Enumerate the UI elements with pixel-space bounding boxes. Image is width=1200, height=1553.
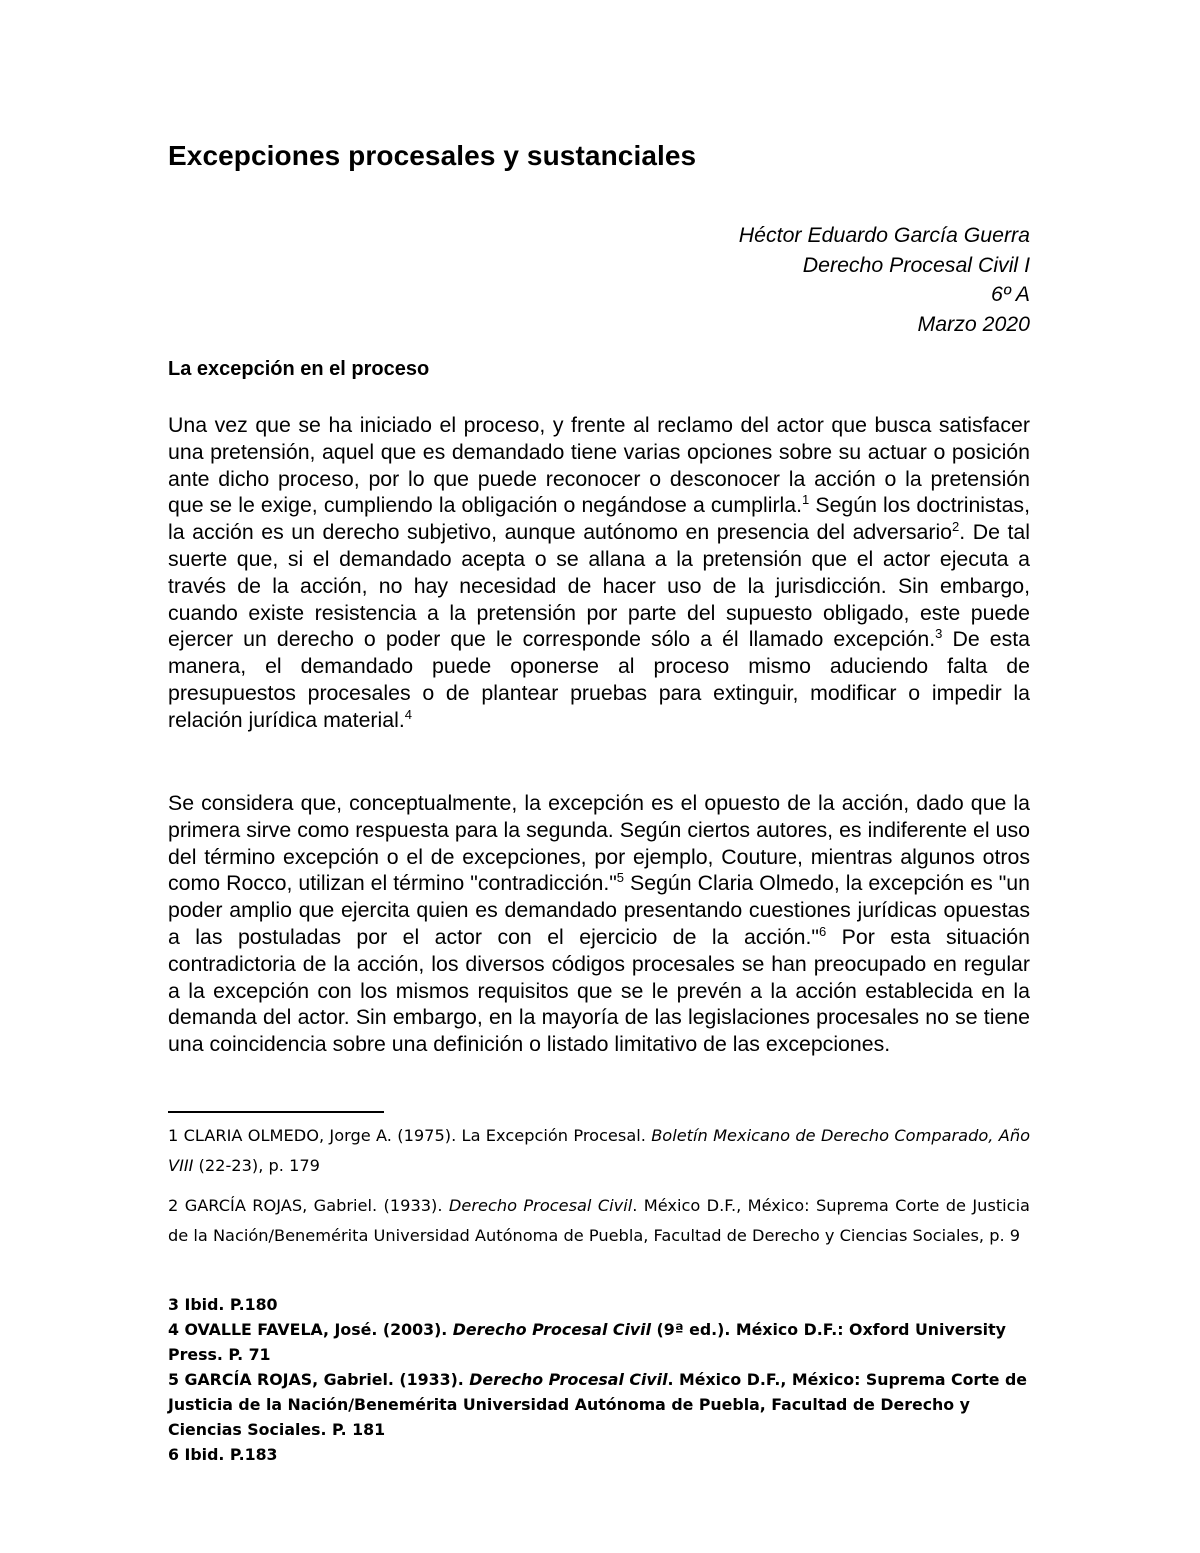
paragraph-text: Según Claria Olmedo, la excepción es "un poder amplio que ejercita quien es demandado presentando cuestiones jurídicas opuestas a las postuladas por el actor con el ejercicio de la acción." [168, 871, 1030, 949]
document-date: Marzo 2020 [917, 311, 1030, 336]
author-block [530, 221, 1030, 339]
footnote-text: 1 CLARIA OLMEDO, Jorge A. (1975). La Excepción Procesal. [168, 1126, 652, 1145]
body-paragraph [168, 790, 1030, 1058]
footnote-ref: 4 [404, 706, 412, 722]
footnote-separator [168, 1111, 384, 1113]
paragraph-text: Una vez que se ha iniciado el proceso, y frente al reclamo del actor que busca satisfacer una pretensión, aquel que es demandado tiene varias opciones sobre su actuar o posición ante dicho proceso, por lo que puede reconocer o desconocer la acción o la pretensión que se le exige, cumpliendo la obligación o negándose a cumplirla. [168, 413, 1030, 518]
footnote-text: (22-23), p. 179 [193, 1156, 320, 1175]
body-paragraph [168, 412, 1030, 734]
footnote-3: 3 Ibid. P.180 [168, 1295, 278, 1314]
footnote-5 [168, 1367, 1030, 1442]
footnote-text: . México D.F., México: Suprema Corte de Justicia de la Nación/Benemérita Universidad Autónoma de Puebla, Facultad de Derecho y Ciencias Sociales, p. 9 [168, 1196, 1030, 1245]
footnote-1 [168, 1121, 1030, 1181]
paragraph-text: Por esta situación contradictoria de la acción, los diversos códigos procesales se han preocupado en regular a la excepción con los mismos requisitos que se le prevén a la acción establecida en la demanda del actor. Sin embargo, en la mayoría de las legislaciones procesales no se tiene una coincidencia sobre una definición o listado limitativo de las excepciones. [168, 924, 1030, 1057]
footnote-text: 5 GARCÍA ROJAS, Gabriel. (1933). [168, 1370, 470, 1389]
footnote-text: (9ª ed.). México D.F.: Oxford University Press. P. 71 [168, 1320, 1006, 1364]
section-heading: La excepción en el proceso [168, 358, 430, 380]
paragraph-text: Se considera que, conceptualmente, la excepción es el opuesto de la acción, dado que la primera sirve como respuesta para la segunda. Según ciertos autores, es indiferente el uso del término excepción o el de excepciones, por ejemplo, Couture, mientras algunos otros como Rocco, utilizan el término "contradicción." [168, 791, 1030, 896]
footnote-text: 2 GARCÍA ROJAS, Gabriel. (1933). [168, 1196, 449, 1215]
footnote-6: 6 Ibid. P.183 [168, 1445, 278, 1464]
paragraph-text: Según los doctrinistas, la acción es un derecho subjetivo, aunque autónomo en presencia del adversario [168, 493, 1030, 545]
footnote-italic: Boletín Mexicano de Derecho Comparado, Año VIII [168, 1126, 1030, 1175]
footnote-italic: Derecho Procesal Civil [448, 1196, 633, 1215]
group-label: 6º A [991, 282, 1030, 306]
footnote-ref: 2 [952, 519, 960, 535]
author-name: Héctor Eduardo García Guerra [738, 223, 1030, 247]
footnote-text: 4 OVALLE FAVELA, José. (2003). [168, 1320, 453, 1339]
footnote-2 [168, 1191, 1030, 1251]
footnote-italic: Derecho Procesal Civil [452, 1320, 652, 1339]
footnote-group [168, 1292, 1030, 1467]
footnote-ref: 6 [818, 923, 827, 939]
footnote-ref: 5 [616, 870, 625, 886]
document-title: Excepciones procesales y sustanciales [168, 140, 697, 171]
footnote-ref: 3 [935, 626, 943, 642]
footnote-4 [168, 1317, 1030, 1367]
footnote-italic: Derecho Procesal Civil [469, 1370, 668, 1389]
course-name: Derecho Procesal Civil I [802, 252, 1030, 277]
footnote-text: . México D.F., México: Suprema Corte de Justicia de la Nación/Benemérita Universidad Autónoma de Puebla, Facultad de Derecho y Ciencias Sociales. P. 181 [168, 1370, 1028, 1439]
paragraph-text: . De tal suerte que, si el demandado acepta o se allana a la pretensión que el actor ejecuta a través de la acción, no hay necesidad de hacer uso de la jurisdicción. Sin embargo, cuando existe resistencia a la pretensión por parte del supuesto obligado, este puede ejercer un derecho o poder que le corresponde sólo a él llamado excepción. [168, 520, 1031, 652]
paragraph-text: De esta manera, el demandado puede oponerse al proceso mismo aduciendo falta de presupuestos procesales o de plantear pruebas para extinguir, modificar o impedir la relación jurídica material. [168, 627, 1031, 732]
footnote-ref: 1 [802, 492, 810, 508]
